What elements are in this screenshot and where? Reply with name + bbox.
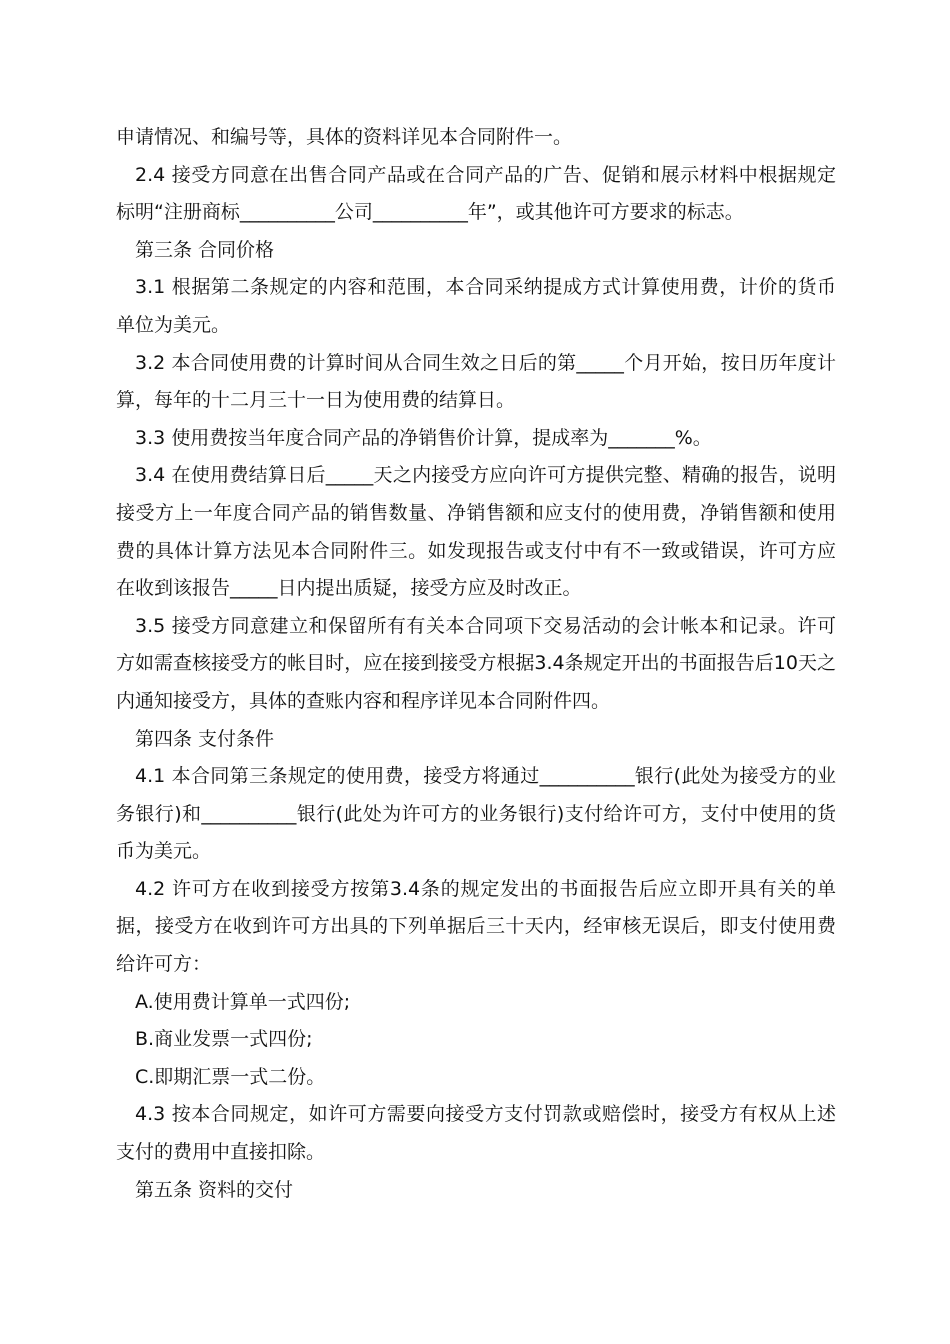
clause-3-3: 3.3 使用费按当年度合同产品的净销售价计算，提成率为_______%。 (135, 426, 712, 449)
paragraph-continuation: 申请情况、和编号等，具体的资料详见本合同附件一。 (116, 126, 573, 148)
article-3-heading: 第三条 合同价格 (135, 238, 275, 261)
clause-3-1: 3.1 根据第二条规定的内容和范围，本合同采纳提成方式计算使用费，计价的货币单位为美元。 (116, 276, 836, 336)
clause-4-2: 4.2 许可方在收到接受方按第3.4条的规定发出的书面报告后应立即开具有关的单据，接受方在收到许可方出具的下列单据后三十天内，经审核无误后，即支付使用费给许可方： (116, 877, 836, 976)
clause-3-2: 3.2 本合同使用费的计算时间从合同生效之日后的第_____个月开始，按日历年度计算，每年的十二月三十一日为使用费的结算日。 (116, 351, 836, 412)
clause-3-4: 3.4 在使用费结算日后_____天之内接受方应向许可方提供完整、精确的报告，说明接受方上一年度合同产品的销售数量、净销售额和应支付的使用费，净销售额和使用费的具体计算方法见本合同附件三。如发现报告或支付中有不一致或错误，许可方应在收到该报告_____日内提出质疑，接受方应及时改正。 (116, 464, 836, 600)
list-item-a: A.使用费计算单一式四份; (135, 990, 351, 1013)
list-item-b: B.商业发票一式四份; (135, 1028, 313, 1051)
clause-2-4: 2.4 接受方同意在出售合同产品或在合同产品的广告、促销和展示材料中根据规定标明“注册商标__________公司__________年”，或其他许可方要求的标志。 (116, 163, 836, 224)
clause-3-5: 3.5 接受方同意建立和保留所有有关本合同项下交易活动的会计帐本和记录。许可方如需查核接受方的帐目时，应在接到接受方根据3.4条规定开出的书面报告后10天之内通知接受方，具体的查账内容和程序详见本合同附件四。 (116, 614, 836, 712)
article-4-heading: 第四条 支付条件 (135, 727, 275, 750)
article-5-heading: 第五条 资料的交付 (135, 1178, 294, 1201)
clause-4-1: 4.1 本合同第三条规定的使用费，接受方将通过__________银行(此处为接受方的业务银行)和__________银行(此处为许可方的业务银行)支付给许可方，支付中使用的货币为美元。 (116, 765, 836, 863)
list-item-c: C.即期汇票一式二份。 (135, 1065, 326, 1088)
clause-4-3: 4.3 按本合同规定，如许可方需要向接受方支付罚款或赔偿时，接受方有权从上述支付的费用中直接扣除。 (116, 1103, 836, 1164)
document-body (116, 119, 836, 1209)
